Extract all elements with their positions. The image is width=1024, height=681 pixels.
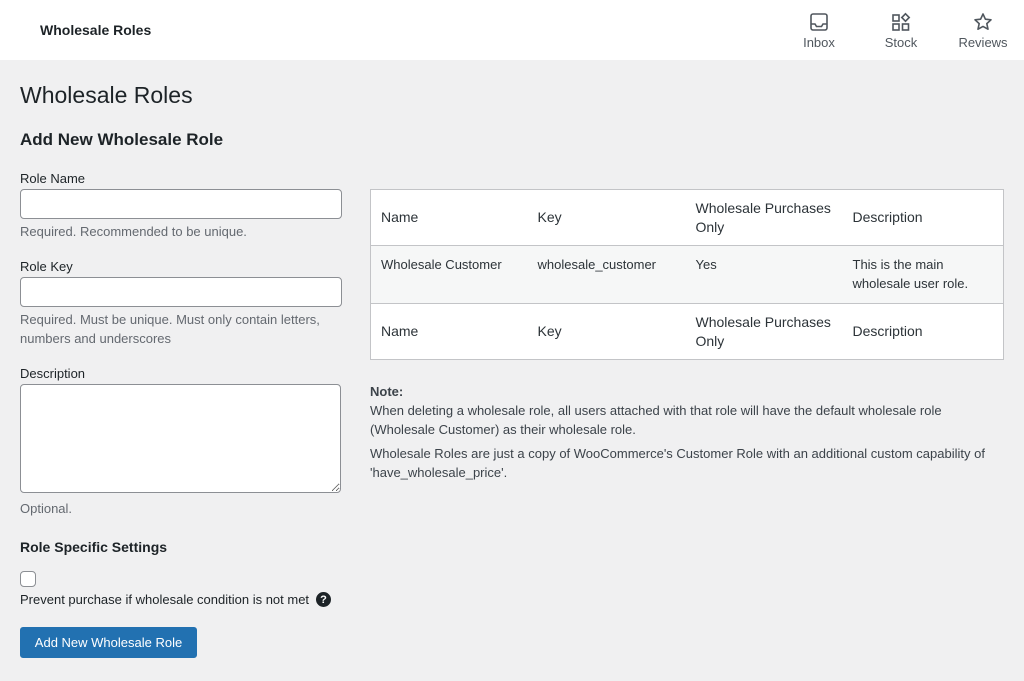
description-textarea[interactable]: [20, 384, 341, 493]
column-header-key: Key: [537, 209, 562, 225]
table-row[interactable]: [371, 246, 1004, 304]
table-footer-row: [371, 304, 1004, 360]
top-bar: [0, 0, 1024, 60]
note-paragraph: When deleting a wholesale role, all users attached with that role will have the default wholesale role (Wholesale Customer) as their wholesale role.: [370, 403, 942, 437]
role-description-cell: This is the main wholesale user role.: [852, 257, 969, 291]
column-header-description: Description: [852, 209, 923, 225]
stock-icon: [891, 11, 911, 33]
purchases-only-cell: Yes: [695, 257, 717, 272]
description-help: Optional.: [20, 501, 73, 516]
column-header-name: Name: [381, 209, 419, 225]
role-name-input[interactable]: [20, 189, 342, 219]
inbox-button[interactable]: [778, 0, 860, 60]
column-header-purchases-only: Wholesale Purchases Only: [695, 199, 831, 235]
page-title: Wholesale Roles: [20, 82, 193, 108]
form-heading: Add New Wholesale Role: [20, 130, 224, 149]
role-key-cell: wholesale_customer: [537, 257, 657, 272]
role-name-label: Role Name: [20, 171, 86, 186]
prevent-purchase-checkbox[interactable]: [20, 571, 36, 587]
table-header-row: [371, 190, 1004, 246]
inbox-icon: [809, 11, 829, 33]
note-paragraph: Wholesale Roles are just a copy of WooCommerce's Customer Role with an additional custom capability of 'have_wholesale_price'.: [370, 446, 985, 480]
description-label: Description: [20, 366, 86, 381]
column-footer-name: Name: [381, 323, 419, 339]
prevent-purchase-label: Prevent purchase if wholesale condition is not met: [20, 592, 310, 607]
note-title: Note:: [370, 384, 404, 399]
reviews-label: Reviews: [958, 34, 1008, 50]
app-title: Wholesale Roles: [40, 22, 152, 38]
reviews-button[interactable]: [942, 0, 1024, 60]
help-icon[interactable]: ?: [316, 592, 331, 607]
inbox-label: Inbox: [803, 34, 835, 50]
role-name-help: Required. Recommended to be unique.: [20, 224, 247, 239]
role-specific-settings-heading: Role Specific Settings: [20, 539, 168, 555]
stock-button[interactable]: [860, 0, 942, 60]
stock-label: Stock: [884, 34, 918, 50]
role-key-input[interactable]: [20, 277, 342, 307]
add-new-wholesale-role-button[interactable]: Add New Wholesale Role: [20, 627, 197, 658]
column-footer-description: Description: [852, 323, 923, 339]
role-key-label: Role Key: [20, 259, 73, 274]
star-icon: [973, 11, 993, 33]
prevent-purchase-row: [20, 592, 331, 607]
column-footer-key: Key: [537, 323, 562, 339]
note-block: [370, 382, 1000, 482]
topbar-actions: [778, 0, 1024, 60]
role-key-help: Required. Must be unique. Must only contain letters, numbers and underscores: [20, 312, 320, 346]
column-footer-purchases-only: Wholesale Purchases Only: [695, 313, 831, 349]
role-name-cell[interactable]: Wholesale Customer: [381, 257, 502, 272]
roles-table: [370, 189, 1004, 360]
